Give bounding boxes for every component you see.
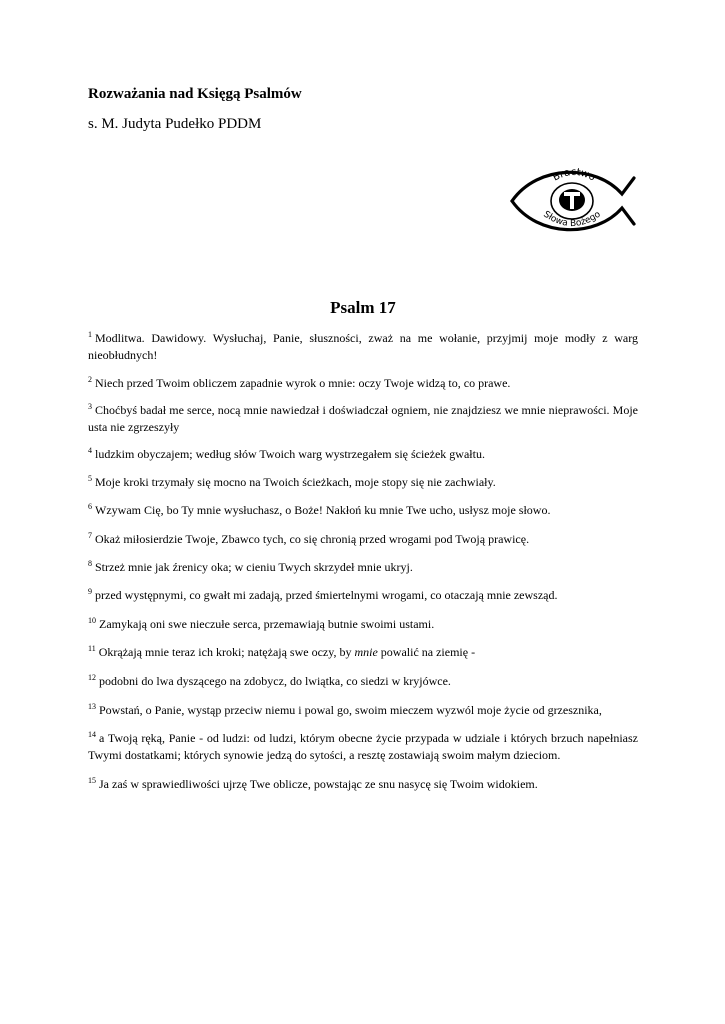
verse-number: 13 bbox=[88, 702, 96, 711]
verse-number: 6 bbox=[88, 502, 92, 511]
verse-number: 1 bbox=[88, 330, 92, 339]
verse-number: 12 bbox=[88, 673, 96, 682]
verse-8 bbox=[88, 559, 638, 576]
verse-text: Moje kroki trzymały się mocno na Twoich ścieżkach, moje stopy się nie zachwiały. bbox=[95, 475, 496, 489]
verse-text: ludzkim obyczajem; według słów Twoich warg wystrzegałem się ścieżek gwałtu. bbox=[95, 447, 485, 461]
verse-1 bbox=[88, 330, 638, 364]
document-author: s. M. Judyta Pudełko PDDM bbox=[88, 116, 262, 132]
verse-6 bbox=[88, 502, 638, 519]
verse-text: Choćbyś badał me serce, nocą mnie nawiedzał i doświadczał ogniem, nie znajdziesz we mnie nieprawości. Moje usta nie zgrzeszyły bbox=[88, 403, 638, 434]
logo-bottom-text: Słowa Bożego bbox=[541, 209, 603, 230]
verse-number: 4 bbox=[88, 446, 92, 455]
verse-text: Modlitwa. Dawidowy. Wysłuchaj, Panie, słuszności, zważ na me wołanie, przyjmij moje modły z warg nieobłudnych! bbox=[88, 331, 638, 362]
verse-number: 3 bbox=[88, 402, 92, 411]
psalm-verses bbox=[88, 330, 638, 793]
logo-top-text: Bractwo bbox=[551, 166, 598, 184]
verse-number: 7 bbox=[88, 531, 92, 540]
verse-number: 11 bbox=[88, 644, 96, 653]
verse-number: 8 bbox=[88, 559, 92, 568]
verse-text-emphasis: mnie bbox=[354, 645, 378, 659]
verse-10 bbox=[88, 616, 638, 633]
verse-14 bbox=[88, 730, 638, 764]
verse-7 bbox=[88, 531, 638, 548]
verse-number: 14 bbox=[88, 730, 96, 739]
verse-number: 5 bbox=[88, 474, 92, 483]
bractwo-logo bbox=[508, 160, 640, 242]
verse-2 bbox=[88, 375, 638, 392]
verse-number: 15 bbox=[88, 776, 96, 785]
verse-15 bbox=[88, 776, 638, 793]
verse-number: 2 bbox=[88, 375, 92, 384]
verse-number: 10 bbox=[88, 616, 96, 625]
verse-5 bbox=[88, 474, 638, 491]
verse-text: Okaż miłosierdzie Twoje, Zbawco tych, co się chronią przed wrogami pod Twoją prawicę. bbox=[95, 532, 530, 546]
fish-logo-icon bbox=[508, 160, 640, 242]
verse-text: podobni do lwa dyszącego na zdobycz, do lwiątka, co siedzi w kryjówce. bbox=[99, 674, 451, 688]
verse-number: 9 bbox=[88, 587, 92, 596]
verse-text-after: powalić na ziemię - bbox=[377, 645, 476, 659]
document-header bbox=[88, 84, 648, 134]
verse-text: Wzywam Cię, bo Ty mnie wysłuchasz, o Boże! Nakłoń ku mnie Twe ucho, usłysz moje słowo. bbox=[95, 503, 551, 517]
verse-3 bbox=[88, 402, 638, 436]
verse-text: Niech przed Twoim obliczem zapadnie wyrok o mnie: oczy Twoje widzą to, co prawe. bbox=[95, 376, 511, 390]
document-title: Rozważania nad Księgą Psalmów bbox=[88, 86, 302, 102]
verse-text: przed występnymi, co gwałt mi zadają, przed śmiertelnymi wrogami, co otaczają mnie zewsząd. bbox=[95, 588, 558, 602]
verse-text: Zamykają oni swe nieczułe serca, przemawiają butnie swoimi ustami. bbox=[99, 617, 435, 631]
verse-4 bbox=[88, 446, 638, 463]
verse-text-before: Okrążają mnie teraz ich kroki; natężają swe oczy, by bbox=[98, 645, 355, 659]
verse-9 bbox=[88, 587, 638, 604]
psalm-title: Psalm 17 bbox=[330, 298, 396, 317]
verse-text: Ja zaś w sprawiedliwości ujrzę Twe oblicze, powstając ze snu nasycę się Twoim widokiem. bbox=[99, 777, 538, 791]
verse-11 bbox=[88, 644, 638, 661]
verse-13 bbox=[88, 702, 638, 719]
verse-text: Powstań, o Panie, wystąp przeciw niemu i powal go, swoim mieczem wyzwól moje życie od grzesznika, bbox=[99, 703, 602, 717]
verse-text: a Twoją ręką, Panie - od ludzi: od ludzi, którym obecne życie przypada w udziale i których brzuch napełniasz Twymi dostatkami; których synowie jedzą do sytości, a resztę zostawiają swoim małym dzieciom. bbox=[88, 731, 638, 762]
verse-text: Strzeż mnie jak źrenicy oka; w cieniu Twych skrzydeł mnie ukryj. bbox=[95, 560, 413, 574]
verse-12 bbox=[88, 673, 638, 690]
